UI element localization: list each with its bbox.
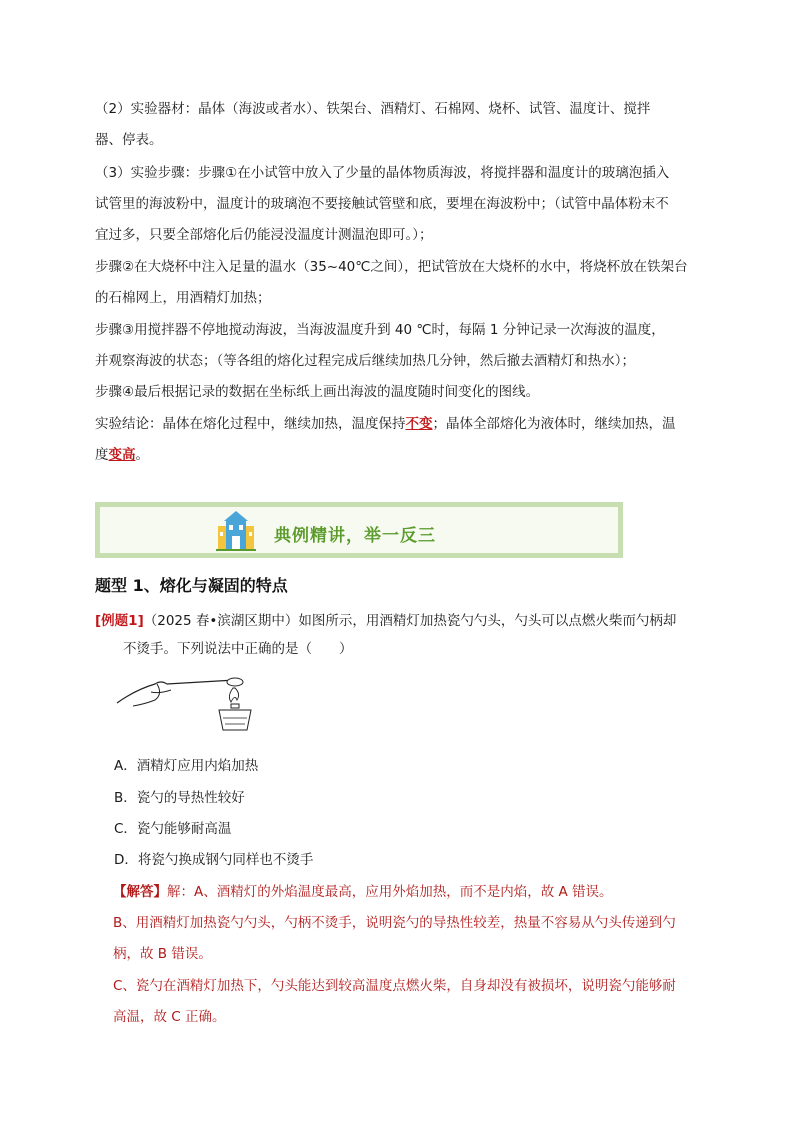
conclusion-text-2: ；晶体全部熔化为液体时，继续加热，温 (432, 416, 676, 432)
paragraph-materials-cont: 器、停表。 (95, 132, 163, 148)
conclusion-text-3: 度 (95, 447, 109, 463)
banner-title: 典例精讲，举一反三 (274, 526, 436, 546)
answer-line-2-cont: 柄，故 B 错误。 (113, 946, 212, 962)
paragraph-step3-cont: 并观察海波的状态；（等各组的熔化过程完成后继续加热几分钟，然后撤去酒精灯和热水）； (95, 353, 635, 369)
paragraph-steps-cont2: 宜过多，只要全部熔化后仍能浸没温度计测温泡即可。）； (95, 227, 433, 243)
paragraph-step2: 步骤②在大烧杯中注入足量的温水（35~40℃之间），把试管放在大烧杯的水中，将烧杯放在铁架台 (95, 259, 688, 275)
answer-line-3-cont: 高温，故 C 正确。 (113, 1009, 226, 1025)
answer-line-1 (113, 881, 723, 903)
alcohol-lamp-spoon-figure (115, 670, 265, 735)
paragraph-conclusion-cont (95, 444, 705, 466)
answer-tag: 【解答】 (113, 884, 167, 900)
paragraph-step2-cont: 的石棉网上，用酒精灯加热； (95, 290, 271, 306)
section-banner (95, 502, 623, 558)
answer-text-a: 解：A、酒精灯的外焰温度最高，应用外焰加热，而不是内焰，故 A 错误。 (167, 884, 613, 900)
answer-line-2: B、用酒精灯加热瓷勺勺头，勺柄不烫手，说明瓷勺的导热性较差，热量不容易从勺头传递到勺 (113, 915, 676, 931)
school-building-icon (214, 508, 258, 552)
option-b: B．瓷勺的导热性较好 (114, 790, 245, 806)
conclusion-text-4: 。 (135, 447, 149, 463)
question-type-heading: 题型 1、熔化与凝固的特点 (95, 576, 288, 595)
option-a: A．酒精灯应用内焰加热 (114, 758, 259, 774)
paragraph-step4: 步骤④最后根据记录的数据在坐标纸上画出海波的温度随时间变化的图线。 (95, 384, 540, 400)
conclusion-answer-2: 变高 (108, 447, 136, 463)
paragraph-conclusion (95, 413, 705, 435)
paragraph-step3: 步骤③用搅拌器不停地搅动海波，当海波温度升到 40 ℃时，每隔 1 分钟记录一次海波的温度， (95, 322, 665, 338)
option-c: C．瓷勺能够耐高温 (114, 821, 232, 837)
paragraph-materials: （2）实验器材：晶体（海波或者水）、铁架台、酒精灯、石棉网、烧杯、试管、温度计、搅拌 (95, 101, 651, 117)
conclusion-text: 实验结论：晶体在熔化过程中，继续加热，温度保持 (95, 416, 406, 432)
conclusion-answer-1: 不变 (405, 416, 433, 432)
example-line-1 (95, 610, 705, 632)
paragraph-steps-cont: 试管里的海波粉中，温度计的玻璃泡不要接触试管壁和底，要埋在海波粉中；（试管中晶体粉末不 (95, 196, 669, 212)
option-d: D．将瓷勺换成钢勺同样也不烫手 (114, 852, 314, 868)
example-line-2: 不烫手。下列说法中正确的是（ ） (123, 641, 353, 657)
paragraph-steps: （3）实验步骤：步骤①在小试管中放入了少量的晶体物质海波，将搅拌器和温度计的玻璃泡插入 (95, 165, 670, 181)
answer-line-3: C、瓷勺在酒精灯加热下，勺头能达到较高温度点燃火柴，自身却没有被损坏，说明瓷勺能够耐 (113, 978, 676, 994)
example-text: （2025 春•滨湖区期中）如图所示，用酒精灯加热瓷勺勺头，勺头可以点燃火柴而勺柄却 (143, 613, 677, 629)
example-tag: [例题1] (95, 613, 144, 629)
